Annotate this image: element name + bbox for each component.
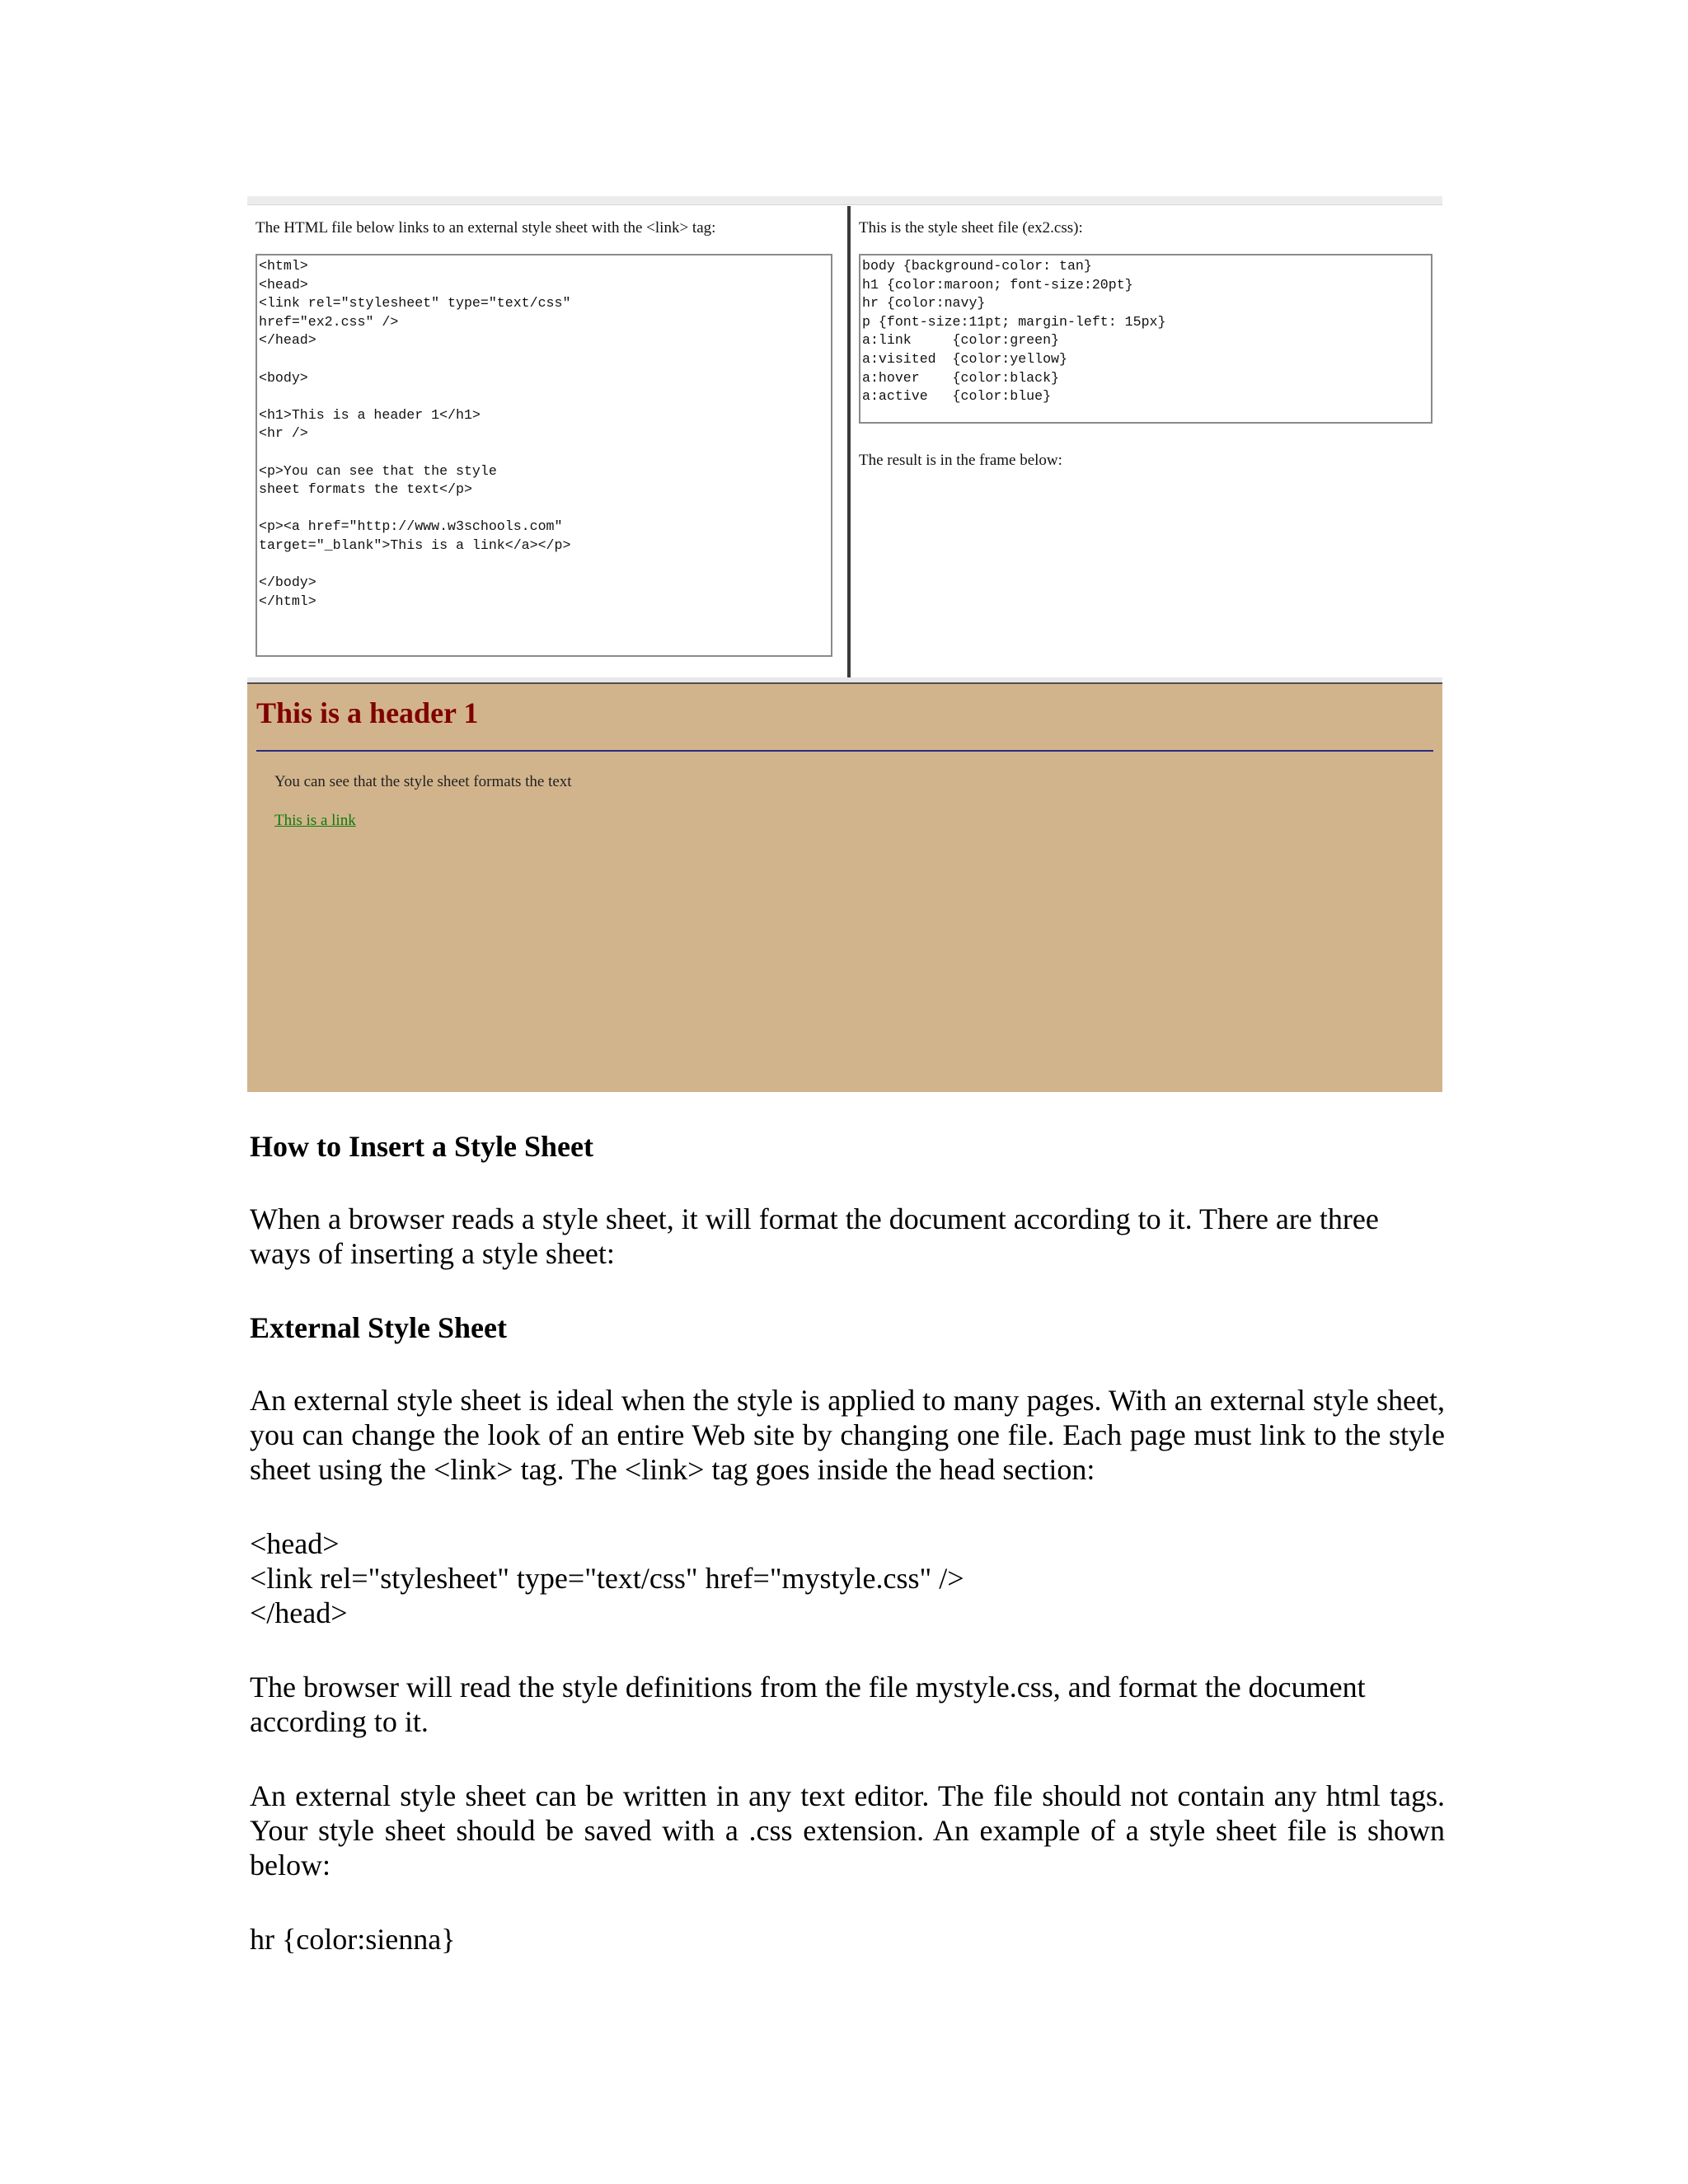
code-line: <link rel="stylesheet" type="text/css" href="mystyle.css" /> xyxy=(250,1562,964,1595)
code-line: p {font-size:11pt; margin-left: 15px} xyxy=(862,313,1166,330)
html-source-pane xyxy=(247,206,847,676)
result-note: The result is in the frame below: xyxy=(859,452,1062,469)
paragraph-intro: When a browser reads a style sheet, it will format the document according to it. There are three ways of inserting a style sheet: xyxy=(250,1202,1379,1270)
code-line: body {background-color: tan} xyxy=(862,258,1092,274)
result-frame xyxy=(247,682,1442,1092)
result-link[interactable]: This is a link xyxy=(274,812,356,829)
code-line xyxy=(259,350,829,369)
code-line: <h1>This is a header 1</h1> xyxy=(259,406,481,423)
frame-top-bar xyxy=(247,196,1442,205)
result-rule xyxy=(256,750,1433,752)
paragraph-external: An external style sheet is ideal when the style is applied to many pages. With an external style sheet, you can change the look of an entire Web site by changing one file. Each page must link to the style sheet using the <link> tag. The <link> tag goes inside the head section: xyxy=(250,1384,1445,1486)
code-line: </html> xyxy=(259,593,316,609)
section-heading: How to Insert a Style Sheet xyxy=(250,1130,593,1163)
code-line: a:hover {color:black} xyxy=(862,369,1059,386)
heading-insert-style-sheet xyxy=(250,1129,1445,1164)
code-line xyxy=(259,387,829,406)
code-line: </head> xyxy=(259,332,316,349)
section-heading: External Style Sheet xyxy=(250,1311,507,1344)
html-source-code xyxy=(256,254,832,657)
example-link-code xyxy=(250,1526,1445,1630)
code-line: <head> xyxy=(259,276,308,293)
result-paragraph: You can see that the style sheet formats the text xyxy=(274,773,572,790)
code-line: a:visited {color:yellow} xyxy=(862,350,1067,367)
html-pane-intro: The HTML file below links to an external style sheet with the <link> tag: xyxy=(256,219,716,237)
code-line: <body> xyxy=(259,369,308,386)
example-css-line: hr {color:sienna} xyxy=(250,1923,456,1956)
code-line: </body> xyxy=(259,574,316,591)
code-line: hr {color:navy} xyxy=(862,295,986,312)
code-line xyxy=(259,555,829,574)
paragraph-text-editor: An external style sheet can be written in any text editor. The file should not contain any html tags. Your style sheet should be saved with a .css extension. An example of a style sheet file is shown below: xyxy=(250,1779,1445,1882)
code-line: sheet formats the text</p> xyxy=(259,481,472,498)
code-line: <head> xyxy=(250,1527,340,1560)
code-line: <hr /> xyxy=(259,425,308,442)
code-line: target="_blank">This is a link</a></p> xyxy=(259,537,571,553)
code-line: <link rel="stylesheet" type="text/css" xyxy=(259,295,571,312)
result-header: This is a header 1 xyxy=(256,696,479,729)
browser-screenshot-figure xyxy=(247,196,1442,1092)
code-line xyxy=(259,443,829,462)
heading-external-style-sheet xyxy=(250,1310,1445,1345)
paragraph-browser-reads: The browser will read the style definitions from the file mystyle.css, and format the document according to it. xyxy=(250,1671,1366,1738)
code-line: </head> xyxy=(250,1596,348,1629)
css-source-pane xyxy=(851,206,1442,676)
css-pane-intro: This is the style sheet file (ex2.css): xyxy=(859,219,1083,237)
code-line: a:active {color:blue} xyxy=(862,388,1052,405)
code-line: href="ex2.css" /> xyxy=(259,313,399,330)
code-line: <html> xyxy=(259,258,308,274)
code-line xyxy=(259,499,829,518)
css-source-code xyxy=(859,254,1432,424)
code-line: <p>You can see that the style xyxy=(259,462,497,479)
code-line: <p><a href="http://www.w3schools.com" xyxy=(259,518,563,535)
code-line: a:link {color:green} xyxy=(862,332,1059,349)
code-line: h1 {color:maroon; font-size:20pt} xyxy=(862,276,1133,293)
